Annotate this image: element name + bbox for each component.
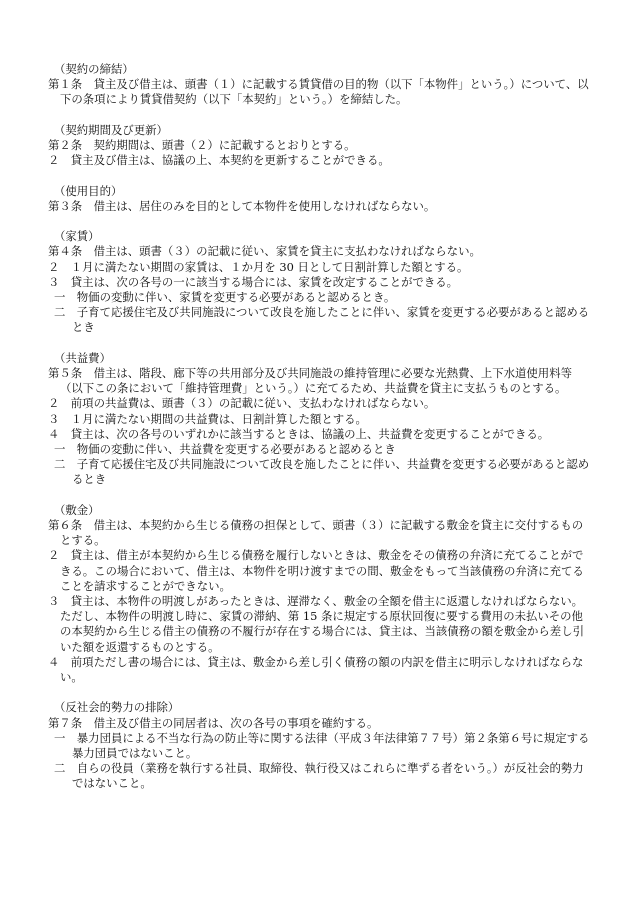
clause-text: ２ １月に満たない期間の家賃は、１か月を 30 日として日割計算した額とする。 (48, 259, 469, 274)
article-section (48, 503, 590, 685)
clause-text: ４ 前項ただし書の場合には、貸主は、敷金から差し引く債務の額の内訳を借主に明示しなければならない。 (48, 654, 584, 685)
article-section (48, 184, 590, 214)
clause-text: 二 自らの役員（業務を執行する社員、取締役、執行役又はこれらに準ずる者をいう。）が反社会的勢力ではないこと。 (54, 761, 584, 791)
article-section (48, 700, 590, 791)
clause-text: 第６条 借主は、本契約から生じる債務の担保として、頭書（３）に記載する敷金を貸主に交付するものとする。 (48, 518, 584, 548)
clause-text: 第２条 契約期間は、頭書（２）に記載するとおりとする。 (48, 138, 356, 152)
clause-text: 第４条 借主は、頭書（３）の記載に従い、家賃を貸主に支払わなければならない。 (48, 244, 481, 259)
clause-text: 一 物価の変動に伴い、家賃を変更する必要があると認めるとき。 (54, 290, 396, 304)
clause-text: ２ 前項の共益費は、頭書（３）の記載に従い、支払わなければならない。 (48, 396, 436, 411)
clause-text: ３ 貸主は、次の各号の一に該当する場合には、家賃を改定することができる。 (48, 274, 459, 289)
clause-text: ２ 貸主及び借主は、協議の上、本契約を更新することができる。 (48, 153, 390, 168)
article-section (48, 62, 590, 108)
clause-text: 第１条 貸主及び借主は、頭書（１）に記載する賃貸借の目的物（以下「本物件」という。）について、以下の条項により賃貸借契約（以下「本契約」という。）を締結した。 (48, 77, 589, 107)
article-section (48, 351, 590, 488)
clause-text: 第３条 借主は、居住のみを目的として本物件を使用しなければならない。 (48, 198, 436, 213)
clause-text: 二 子育て応援住宅及び共同施設について改良を施したことに伴い、共益費を変更する必要があると認めるとき (54, 457, 590, 487)
article-heading: （共益費） (54, 350, 111, 365)
clause-text: 二 子育て応援住宅及び共同施設について改良を施したことに伴い、家賃を変更する必要があると認めるとき (54, 305, 590, 335)
clause-text: 一 暴力団員による不当な行為の防止等に関する法律（平成３年法律第７７号）第２条第６号に規定する暴力団員ではないこと。 (54, 730, 590, 761)
article-heading: （契約期間及び更新） (54, 122, 168, 137)
clause-text: 一 物価の変動に伴い、共益費を変更する必要があると認めるとき (54, 442, 396, 457)
clause-text: ３ １月に満たない期間の共益費は、日割計算した額とする。 (48, 411, 367, 426)
article-heading: （反社会的勢力の排除） (54, 700, 180, 715)
article-heading: （契約の締結） (54, 62, 134, 76)
article-heading: （家賃） (54, 229, 100, 244)
clause-text: ４ 貸主は、次の各号のいずれかに該当するときは、協議の上、共益費を変更することができる。 (48, 426, 550, 441)
article-heading: （使用目的） (54, 183, 123, 198)
article-section (48, 229, 590, 335)
clause-text: 第５条 借主は、階段、廊下等の共用部分及び共同施設の維持管理に必要な光熱費、上下水道使用料等（以下この条において「維持管理費」という。）に充てるため、共益費を貸主に支払うものとする。 (48, 366, 572, 396)
clause-text: 第７条 借主及び借主の同居者は、次の各号の事項を確約する。 (48, 715, 379, 730)
article-section (48, 123, 590, 169)
clause-text: ３ 貸主は、本物件の明渡しがあったときは、遅滞なく、敷金の全額を借主に返還しなければならない。ただし、本物件の明渡し時に、家賃の滞納、第 15 条に規定する原状回復に要する費用の未払いその他の本契約から生じる借主の債務の不履行が存在する場合には、貸主は、当該債務の額を敷金から差し引いた額を返還するものとする。 (48, 594, 584, 654)
clause-text: ２ 貸主は、借主が本契約から生じる債務を履行しないときは、敷金をその債務の弁済に充てることができる。この場合において、借主は、本物件を明け渡すまでの間、敷金をもって当該債務の弁済に充てることを請求することができない。 (48, 548, 584, 593)
article-heading: （敷金） (54, 502, 100, 517)
